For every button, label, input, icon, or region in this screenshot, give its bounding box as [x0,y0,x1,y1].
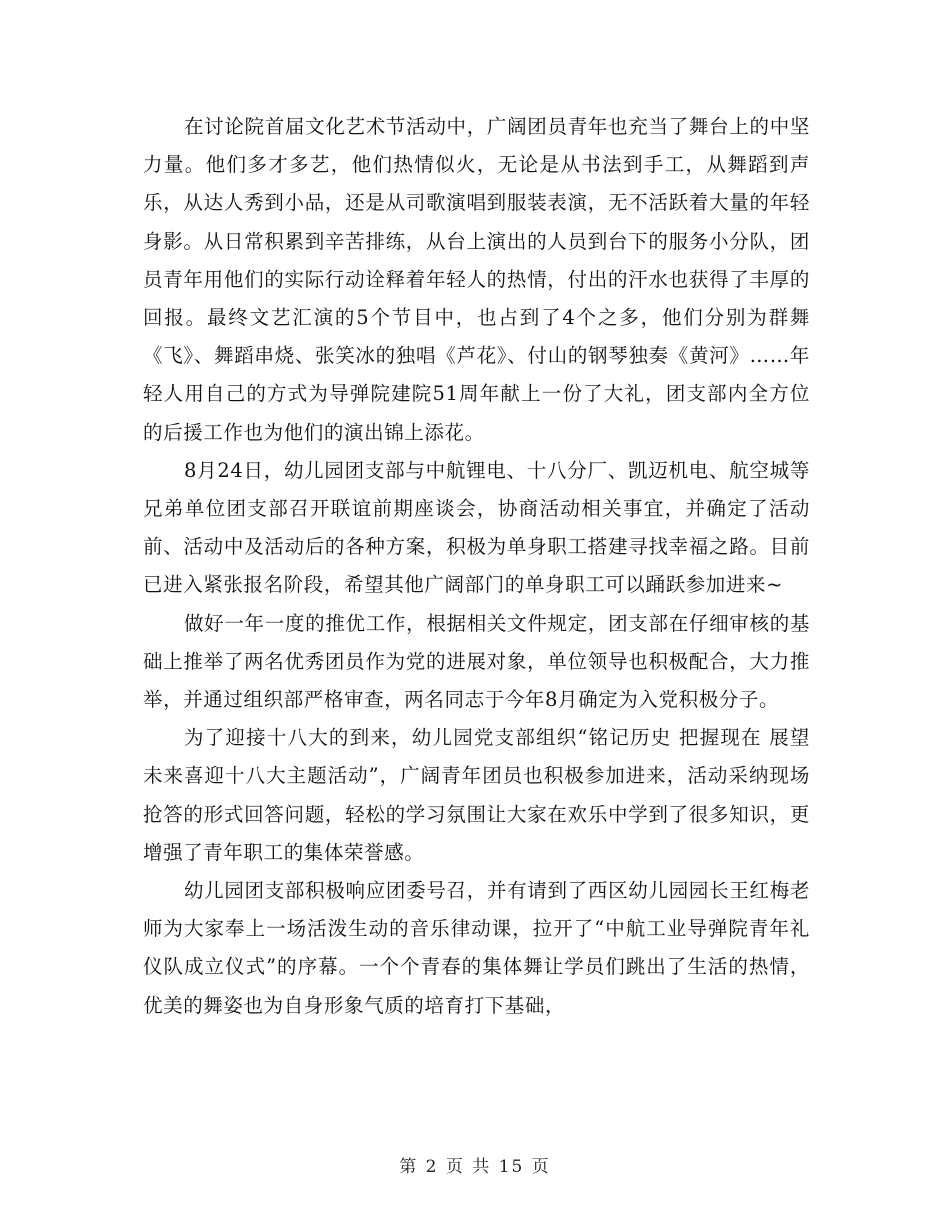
paragraph-friendship-meeting: 8月24日，幼儿园团支部与中航锂电、十八分厂、凯迈机电、航空城等兄弟单位团支部召开联谊前期座谈会，协商活动相关事宜，并确定了活动前、活动中及活动后的各种方案，积极为单身职工搭建寻找幸福之路。目前已进入紧张报名阶段，希望其他广阔部门的单身职工可以踊跃参加进来~ [143,458,810,597]
paragraph-recommendation: 做好一年一度的推优工作，根据相关文件规定，团支部在仔细审核的基础上推举了两名优秀团员作为党的进展对象，单位领导也积极配合，大力推举，并通过组织部严格审查，两名同志于今年8月确定为入党积极分子。 [143,611,810,712]
page-footer [0,1152,950,1177]
paragraph-eighteenth-congress: 为了迎接十八大的到来，幼儿园党支部组织“铭记历史 把握现在 展望未来喜迎十八大主题活动”，广阔青年团员也积极参加进来，活动采纳现场抢答的形式回答问题，轻松的学习氛围让大家在欢乐中学到了很多知识，更增强了青年职工的集体荣誉感。 [143,726,810,864]
paragraph-arts-festival: 在讨论院首届文化艺术节活动中，广阔团员青年也充当了舞台上的中坚力量。他们多才多艺，他们热情似火，无论是从书法到手工，从舞蹈到声乐，从达人秀到小品，还是从司歌演唱到服装表演，无不活跃着大量的年轻身影。从日常积累到辛苦排练，从台上演出的人员到台下的服务小分队，团员青年用他们的实际行动诠释着年轻人的热情，付出的汗水也获得了丰厚的回报。最终文艺汇演的5个节目中，也占到了4个之多，他们分别为群舞《飞》、舞蹈串烧、张笑冰的独唱《芦花》、付山的钢琴独奏《黄河》……年轻人用自己的方式为导弹院建院51周年献上一份了大礼，团支部内全方位的后援工作也为他们的演出锦上添花。 [143,115,810,444]
page-number: 第 2 页 共 15 页 [399,1157,551,1177]
paragraph-etiquette-team: 幼儿园团支部积极响应团委号召，并有请到了西区幼儿园园长王红梅老师为大家奉上一场活泼生动的音乐律动课，拉开了“中航工业导弹院青年礼仪队成立仪式”的序幕。一个个青春的集体舞让学员们跳出了生活的热情，优美的舞姿也为自身形象气质的培育打下基础， [143,879,810,1017]
document-body [143,108,810,1025]
